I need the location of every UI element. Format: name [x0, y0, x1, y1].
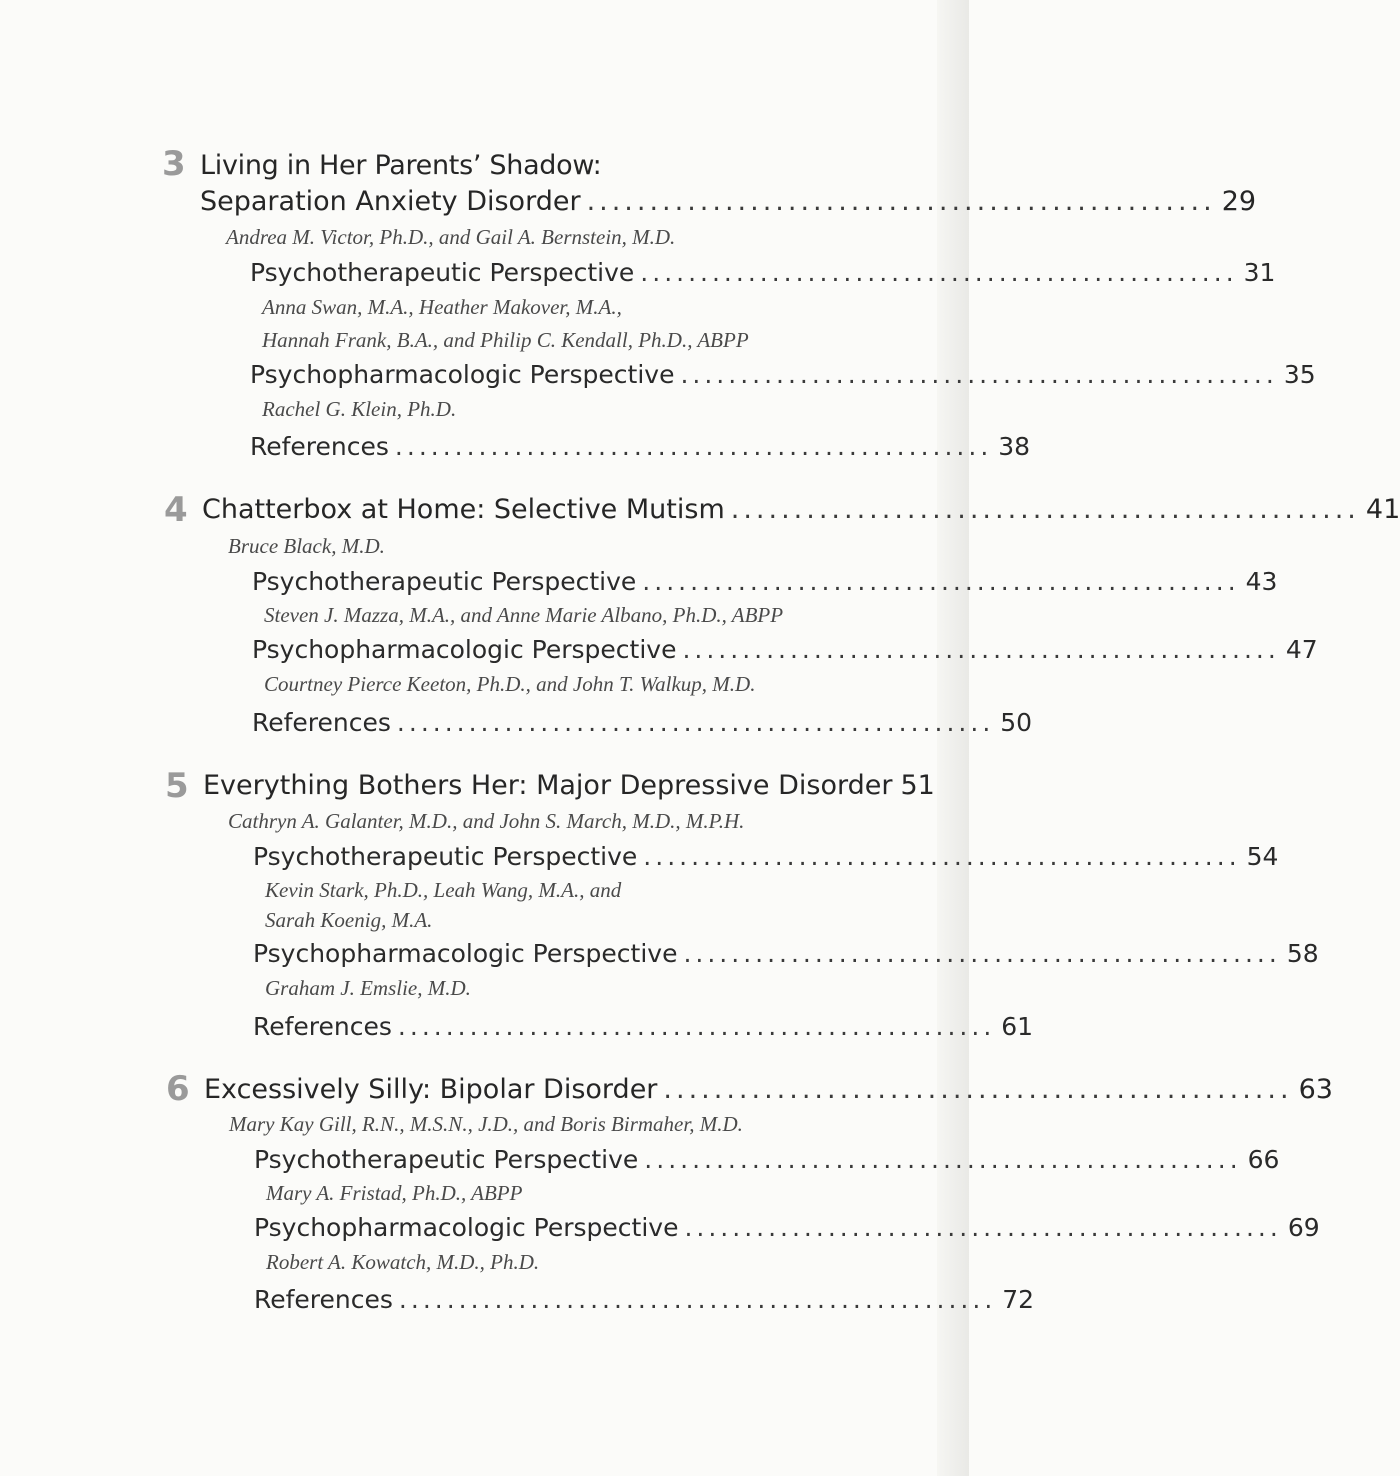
section-references[interactable] [250, 432, 1031, 461]
dot-leader: .................................................. [682, 635, 1280, 664]
section-title: Psychotherapeutic Perspective [252, 567, 637, 596]
chapter-title: Chatterbox at Home: Selective Mutism [202, 494, 725, 525]
dot-leader: .................................................. [663, 1074, 1293, 1105]
chapter-title: Separation Anxiety Disorder [200, 186, 581, 217]
dot-leader: .................................................. [683, 939, 1281, 968]
chapter-title: Everything Bothers Her: Major Depressive Disorder [203, 770, 893, 801]
section-references[interactable] [252, 708, 1033, 737]
chapter-number: 5 [165, 766, 189, 806]
page-number: 50 [1000, 708, 1033, 737]
page-number: 47 [1285, 635, 1318, 664]
section-title: Psychopharmacologic Perspective [253, 939, 678, 968]
page-number: 43 [1245, 567, 1278, 596]
dot-leader: .................................................. [586, 186, 1216, 217]
chapter-authors: Mary Kay Gill, R.N., M.S.N., J.D., and Boris Birmaher, M.D. [229, 1112, 743, 1136]
dot-leader: .................................................. [394, 432, 993, 461]
section-psychotherapeutic[interactable] [252, 567, 1278, 596]
section-authors: Anna Swan, M.A., Heather Makover, M.A., [262, 295, 622, 319]
section-authors: Rachel G. Klein, Ph.D. [262, 397, 457, 421]
chapter-number: 6 [166, 1069, 190, 1109]
section-authors: Courtney Pierce Keeton, Ph.D., and John T. Walkup, M.D. [264, 672, 756, 696]
section-title: Psychotherapeutic Perspective [254, 1145, 639, 1174]
section-title: Psychopharmacologic Perspective [254, 1213, 679, 1242]
section-references[interactable] [253, 1012, 1034, 1041]
dot-leader: .................................................. [644, 1145, 1242, 1174]
page-number: 31 [1243, 258, 1276, 287]
page-number: 72 [1002, 1285, 1035, 1314]
section-authors: Robert A. Kowatch, M.D., Ph.D. [266, 1250, 540, 1274]
page-number: 54 [1246, 842, 1279, 871]
chapter-title-entry[interactable] [200, 186, 1257, 217]
dot-leader: .................................................. [730, 494, 1360, 525]
dot-leader: .................................................. [643, 842, 1241, 871]
section-psychopharmacologic[interactable] [250, 360, 1316, 389]
section-references[interactable] [254, 1285, 1035, 1314]
chapter-title-entry[interactable] [202, 494, 1400, 525]
section-title: References [254, 1285, 393, 1314]
section-authors: Steven J. Mazza, M.A., and Anne Marie Albano, Ph.D., ABPP [264, 603, 784, 627]
page-number: 41 [1365, 494, 1400, 525]
page-number: 61 [1001, 1012, 1034, 1041]
page-number: 29 [1221, 186, 1257, 217]
section-authors: Graham J. Emslie, M.D. [265, 976, 471, 1000]
dot-leader: .................................................. [680, 360, 1278, 389]
section-title: Psychopharmacologic Perspective [252, 635, 677, 664]
page-number: 66 [1247, 1145, 1280, 1174]
page-number: 51 [900, 770, 935, 801]
dot-leader: .................................................. [396, 708, 995, 737]
dot-leader: .................................................. [398, 1285, 997, 1314]
section-title: Psychotherapeutic Perspective [253, 842, 638, 871]
section-psychotherapeutic[interactable] [254, 1145, 1280, 1174]
section-psychopharmacologic[interactable] [253, 939, 1319, 968]
section-title: Psychotherapeutic Perspective [250, 258, 635, 287]
page-number: 35 [1283, 360, 1316, 389]
dot-leader: .................................................. [684, 1213, 1282, 1242]
page-number: 58 [1286, 939, 1319, 968]
chapter-title-entry[interactable] [203, 770, 935, 801]
chapter-title-entry[interactable] [204, 1074, 1333, 1105]
section-psychopharmacologic[interactable] [252, 635, 1318, 664]
section-title: References [250, 432, 389, 461]
section-authors: Mary A. Fristad, Ph.D., ABPP [266, 1181, 523, 1205]
chapter-title-line1: Living in Her Parents’ Shadow: [200, 150, 602, 181]
section-psychotherapeutic[interactable] [250, 258, 1276, 287]
section-authors: Sarah Koenig, M.A. [265, 908, 433, 932]
section-psychopharmacologic[interactable] [254, 1213, 1320, 1242]
section-title: References [253, 1012, 392, 1041]
chapter-authors: Cathryn A. Galanter, M.D., and John S. March, M.D., M.P.H. [228, 809, 745, 833]
page-number: 69 [1287, 1213, 1320, 1242]
chapter-authors: Andrea M. Victor, Ph.D., and Gail A. Bernstein, M.D. [226, 225, 676, 249]
chapter-authors: Bruce Black, M.D. [228, 534, 385, 558]
section-authors: Hannah Frank, B.A., and Philip C. Kendall, Ph.D., ABPP [262, 328, 749, 352]
dot-leader: .................................................. [397, 1012, 996, 1041]
chapter-number: 3 [162, 144, 186, 184]
page-number: 38 [998, 432, 1031, 461]
chapter-number: 4 [164, 490, 188, 530]
page-number: 63 [1298, 1074, 1333, 1105]
section-psychotherapeutic[interactable] [253, 842, 1279, 871]
chapter-title: Excessively Silly: Bipolar Disorder [204, 1074, 658, 1105]
section-authors: Kevin Stark, Ph.D., Leah Wang, M.A., and [265, 878, 622, 902]
dot-leader: .................................................. [642, 567, 1240, 596]
section-title: References [252, 708, 391, 737]
dot-leader: .................................................. [640, 258, 1238, 287]
section-title: Psychopharmacologic Perspective [250, 360, 675, 389]
